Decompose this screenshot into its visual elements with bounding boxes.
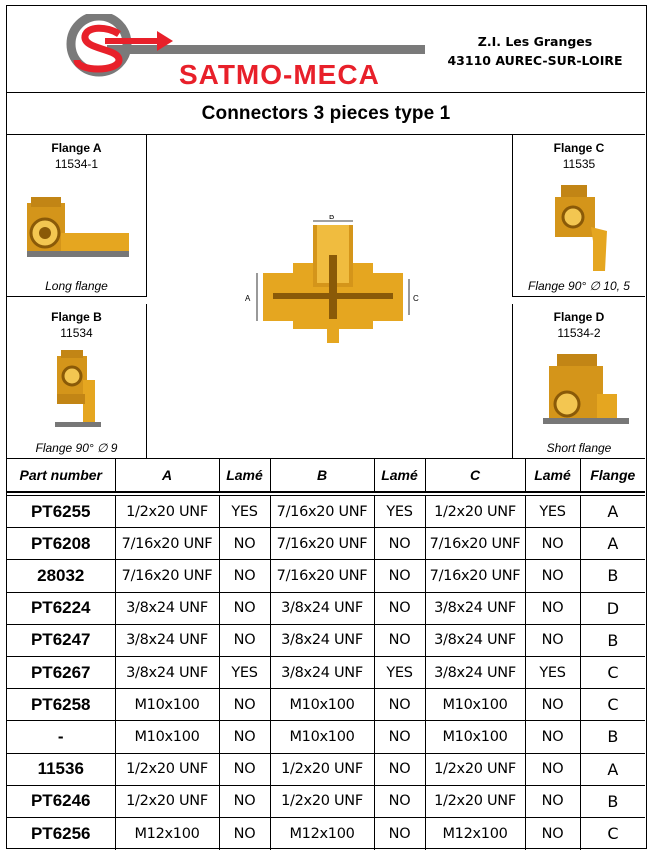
cell-thread-b: 7/16x20 UNF [270, 560, 374, 592]
cell-lame-b: NO [374, 721, 425, 753]
col-header-lame-a: Lamé [219, 459, 270, 492]
cell-lame-c: NO [525, 817, 580, 849]
cell-lame-b: NO [374, 689, 425, 721]
cell-part-number: PT6258 [7, 689, 115, 721]
cell-thread-c: 7/16x20 UNF [425, 528, 525, 560]
flange-c-image [547, 185, 617, 275]
cell-lame-b: NO [374, 592, 425, 624]
datasheet [6, 5, 647, 849]
cell-lame-c: NO [525, 689, 580, 721]
cell-lame-c: NO [525, 592, 580, 624]
cell-thread-c: 3/8x24 UNF [425, 656, 525, 688]
address-line-2: 43110 AUREC-SUR-LOIRE [447, 53, 623, 68]
cell-thread-a: M10x100 [115, 721, 219, 753]
flange-c-name: Flange C [553, 141, 605, 155]
flange-d-name: Flange D [553, 310, 605, 324]
cell-lame-b: NO [374, 817, 425, 849]
cell-flange: C [580, 689, 645, 721]
flange-a-note: Long flange [45, 279, 108, 293]
cell-lame-b: NO [374, 560, 425, 592]
cell-lame-c: NO [525, 721, 580, 753]
flange-b-code: 11534 [60, 326, 93, 340]
cell-thread-c: M10x100 [425, 721, 525, 753]
table-row [7, 753, 645, 785]
dim-label-c: C [413, 294, 419, 303]
table-row [7, 496, 645, 528]
cell-thread-c: 1/2x20 UNF [425, 753, 525, 785]
cell-flange: B [580, 560, 645, 592]
cell-thread-c: 1/2x20 UNF [425, 496, 525, 528]
cell-flange: D [580, 592, 645, 624]
flange-panel-a [7, 135, 147, 297]
cell-thread-c: 3/8x24 UNF [425, 592, 525, 624]
cell-thread-c: M10x100 [425, 689, 525, 721]
cell-thread-b: M12x100 [270, 817, 374, 849]
cell-lame-b: NO [374, 528, 425, 560]
cell-lame-c: NO [525, 753, 580, 785]
cell-part-number: 11536 [7, 753, 115, 785]
flange-b-image [51, 350, 111, 430]
table-row [7, 656, 645, 688]
cell-lame-c: YES [525, 656, 580, 688]
cell-thread-b: 3/8x24 UNF [270, 624, 374, 656]
cell-thread-c: M12x100 [425, 817, 525, 849]
cell-lame-b: NO [374, 624, 425, 656]
cell-lame-c: NO [525, 624, 580, 656]
cell-part-number: PT6256 [7, 817, 115, 849]
flange-d-image [533, 354, 633, 434]
flange-a-image [21, 193, 131, 268]
cell-flange: B [580, 785, 645, 817]
flange-c-code: 11535 [562, 157, 596, 171]
flange-b-name: Flange B [51, 310, 102, 324]
cell-thread-a: 3/8x24 UNF [115, 592, 219, 624]
col-header-lame-c: Lamé [525, 459, 580, 492]
flange-panel-b [7, 304, 147, 458]
cell-thread-b: 3/8x24 UNF [270, 592, 374, 624]
cell-flange: C [580, 656, 645, 688]
cell-flange: A [580, 753, 645, 785]
cell-lame-a: NO [219, 689, 270, 721]
cell-thread-a: M10x100 [115, 689, 219, 721]
flange-c-note: Flange 90° ∅ 10, 5 [528, 279, 630, 293]
cell-part-number: 28032 [7, 560, 115, 592]
cell-thread-a: M12x100 [115, 817, 219, 849]
company-address [435, 32, 635, 70]
cell-lame-c: NO [525, 528, 580, 560]
company-name: SATMO-MECA [179, 59, 380, 88]
cell-thread-c: 3/8x24 UNF [425, 624, 525, 656]
cell-thread-b: 1/2x20 UNF [270, 785, 374, 817]
cell-flange: A [580, 496, 645, 528]
cell-lame-a: NO [219, 721, 270, 753]
table-row [7, 817, 645, 849]
flange-d-note: Short flange [546, 441, 612, 455]
cell-lame-b: YES [374, 496, 425, 528]
dim-label-a: A [245, 294, 251, 303]
flange-panels [7, 135, 645, 458]
cell-thread-b: 7/16x20 UNF [270, 496, 374, 528]
address-line-1: Z.I. Les Granges [477, 34, 593, 49]
cell-thread-b: 1/2x20 UNF [270, 753, 374, 785]
cell-lame-a: NO [219, 753, 270, 785]
cell-lame-c: NO [525, 785, 580, 817]
col-header-c: C [425, 459, 525, 492]
cell-flange: B [580, 721, 645, 753]
cell-part-number: PT6224 [7, 592, 115, 624]
cell-part-number: PT6247 [7, 624, 115, 656]
cell-thread-a: 3/8x24 UNF [115, 624, 219, 656]
cell-lame-c: NO [525, 560, 580, 592]
cell-thread-a: 7/16x20 UNF [115, 560, 219, 592]
flange-b-note: Flange 90° ∅ 9 [35, 441, 118, 455]
cell-part-number: - [7, 721, 115, 753]
dim-label-b: B [329, 215, 335, 221]
cell-thread-a: 1/2x20 UNF [115, 785, 219, 817]
flange-panel-c [512, 135, 645, 297]
cell-lame-b: NO [374, 753, 425, 785]
cell-thread-a: 3/8x24 UNF [115, 656, 219, 688]
col-header-flange: Flange [580, 459, 645, 492]
col-header-part-number: Part number [7, 459, 115, 492]
header [7, 6, 645, 93]
company-logo [47, 14, 427, 88]
connector-cross-section [243, 215, 423, 350]
cell-lame-a: NO [219, 560, 270, 592]
cell-lame-c: YES [525, 496, 580, 528]
cell-thread-a: 1/2x20 UNF [115, 753, 219, 785]
cell-lame-a: NO [219, 817, 270, 849]
cell-thread-b: M10x100 [270, 721, 374, 753]
flange-a-name: Flange A [51, 141, 102, 155]
table-row [7, 721, 645, 753]
flange-d-code: 11534-2 [557, 326, 601, 340]
cell-part-number: PT6267 [7, 656, 115, 688]
cell-thread-a: 1/2x20 UNF [115, 496, 219, 528]
table-row [7, 592, 645, 624]
cell-lame-b: YES [374, 656, 425, 688]
table-row [7, 624, 645, 656]
table-row [7, 560, 645, 592]
table-header-row [7, 459, 645, 492]
flange-panel-d [512, 304, 645, 458]
cell-part-number: PT6246 [7, 785, 115, 817]
col-header-a: A [115, 459, 219, 492]
cell-lame-a: NO [219, 785, 270, 817]
cell-thread-c: 1/2x20 UNF [425, 785, 525, 817]
col-header-lame-b: Lamé [374, 459, 425, 492]
cell-lame-b: NO [374, 785, 425, 817]
cell-thread-b: M10x100 [270, 689, 374, 721]
cell-thread-b: 3/8x24 UNF [270, 656, 374, 688]
cell-part-number: PT6208 [7, 528, 115, 560]
cell-thread-a: 7/16x20 UNF [115, 528, 219, 560]
cell-lame-a: YES [219, 656, 270, 688]
cell-lame-a: NO [219, 624, 270, 656]
parts-table [7, 458, 645, 850]
cell-flange: A [580, 528, 645, 560]
cell-part-number: PT6255 [7, 496, 115, 528]
cell-flange: B [580, 624, 645, 656]
cell-flange: C [580, 817, 645, 849]
col-header-b: B [270, 459, 374, 492]
cell-lame-a: YES [219, 496, 270, 528]
cell-thread-c: 7/16x20 UNF [425, 560, 525, 592]
table-row [7, 689, 645, 721]
table-row [7, 528, 645, 560]
cell-lame-a: NO [219, 592, 270, 624]
flange-a-code: 11534-1 [54, 157, 99, 171]
table-row [7, 785, 645, 817]
page-title: Connectors 3 pieces type 1 [7, 93, 645, 135]
cell-lame-a: NO [219, 528, 270, 560]
cell-thread-b: 7/16x20 UNF [270, 528, 374, 560]
